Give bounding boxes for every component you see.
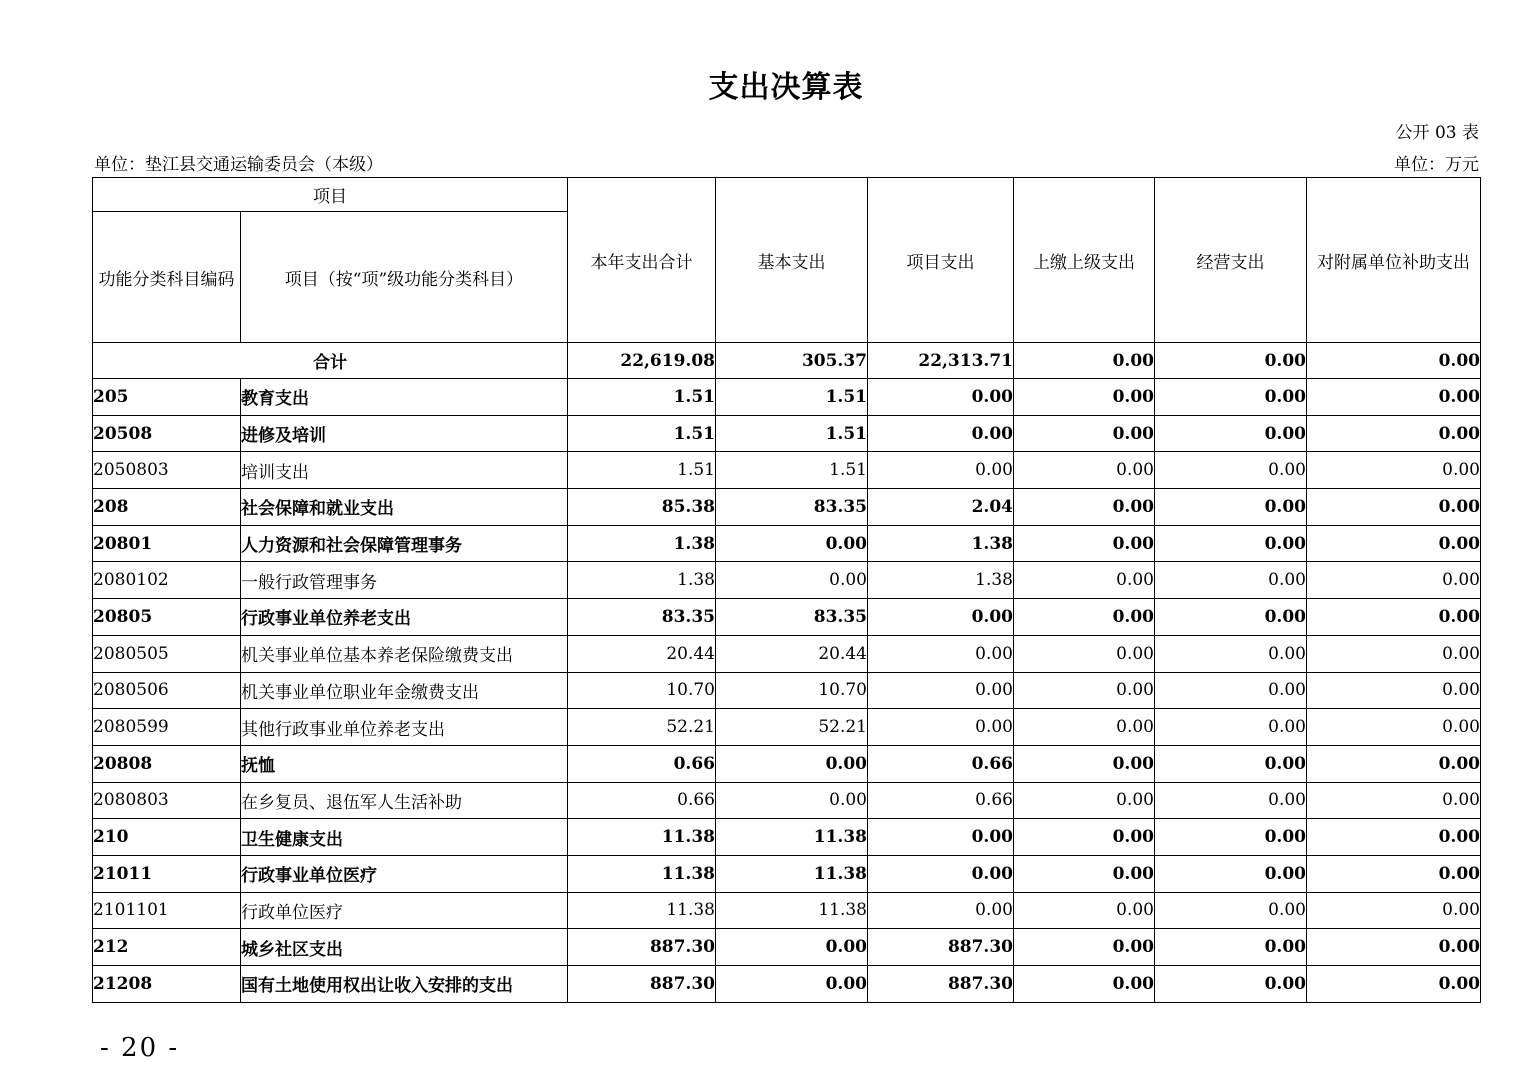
cell-subsidy: 0.00 xyxy=(1307,929,1481,966)
cell-business: 0.00 xyxy=(1155,489,1307,526)
cell-subsidy: 0.00 xyxy=(1307,525,1481,562)
cell-upper: 0.00 xyxy=(1014,525,1155,562)
table-row xyxy=(93,745,1481,782)
table-row xyxy=(93,635,1481,672)
cell-subsidy: 0.00 xyxy=(1307,379,1481,416)
cell-item: 1.38 xyxy=(868,562,1014,599)
cell-code: 210 xyxy=(93,819,241,856)
header-name: 项目（按“项”级功能分类科目） xyxy=(241,212,568,343)
cell-upper: 0.00 xyxy=(1014,635,1155,672)
cell-total: 887.30 xyxy=(568,966,716,1003)
cell-total: 1.38 xyxy=(568,562,716,599)
header-item: 项目支出 xyxy=(868,178,1014,343)
cell-item: 887.30 xyxy=(868,966,1014,1003)
cell-basic: 83.35 xyxy=(716,489,868,526)
cell-code: 20801 xyxy=(93,525,241,562)
cell-upper: 0.00 xyxy=(1014,599,1155,636)
total-cell-basic: 305.37 xyxy=(716,343,868,379)
cell-basic: 52.21 xyxy=(716,709,868,746)
cell-total: 11.38 xyxy=(568,892,716,929)
header-total: 本年支出合计 xyxy=(568,178,716,343)
cell-code: 21011 xyxy=(93,855,241,892)
cell-code: 20508 xyxy=(93,415,241,452)
cell-subsidy: 0.00 xyxy=(1307,782,1481,819)
cell-basic: 0.00 xyxy=(716,929,868,966)
cell-code: 2080102 xyxy=(93,562,241,599)
table-row xyxy=(93,819,1481,856)
cell-total: 11.38 xyxy=(568,855,716,892)
cell-code: 2080505 xyxy=(93,635,241,672)
table-row xyxy=(93,929,1481,966)
cell-business: 0.00 xyxy=(1155,892,1307,929)
unit-organization: 单位：垫江县交通运输委员会（本级） xyxy=(94,155,383,175)
cell-name: 人力资源和社会保障管理事务 xyxy=(241,525,568,562)
cell-basic: 11.38 xyxy=(716,819,868,856)
cell-name: 城乡社区支出 xyxy=(241,929,568,966)
cell-subsidy: 0.00 xyxy=(1307,855,1481,892)
cell-business: 0.00 xyxy=(1155,855,1307,892)
cell-total: 1.51 xyxy=(568,415,716,452)
cell-upper: 0.00 xyxy=(1014,672,1155,709)
cell-basic: 83.35 xyxy=(716,599,868,636)
cell-basic: 0.00 xyxy=(716,562,868,599)
cell-total: 52.21 xyxy=(568,709,716,746)
table-row xyxy=(93,379,1481,416)
cell-total: 20.44 xyxy=(568,635,716,672)
cell-upper: 0.00 xyxy=(1014,745,1155,782)
cell-subsidy: 0.00 xyxy=(1307,452,1481,489)
cell-basic: 0.00 xyxy=(716,745,868,782)
cell-basic: 0.00 xyxy=(716,966,868,1003)
total-cell-upper: 0.00 xyxy=(1014,343,1155,379)
cell-item: 0.00 xyxy=(868,379,1014,416)
cell-basic: 0.00 xyxy=(716,525,868,562)
cell-subsidy: 0.00 xyxy=(1307,672,1481,709)
cell-subsidy: 0.00 xyxy=(1307,892,1481,929)
cell-name: 抚恤 xyxy=(241,745,568,782)
cell-name: 社会保障和就业支出 xyxy=(241,489,568,526)
cell-upper: 0.00 xyxy=(1014,929,1155,966)
table-row xyxy=(93,892,1481,929)
table-row xyxy=(93,525,1481,562)
cell-subsidy: 0.00 xyxy=(1307,966,1481,1003)
cell-subsidy: 0.00 xyxy=(1307,415,1481,452)
cell-upper: 0.00 xyxy=(1014,966,1155,1003)
cell-basic: 11.38 xyxy=(716,892,868,929)
cell-total: 1.51 xyxy=(568,452,716,489)
total-label: 合计 xyxy=(93,343,568,379)
cell-subsidy: 0.00 xyxy=(1307,562,1481,599)
cell-upper: 0.00 xyxy=(1014,892,1155,929)
cell-basic: 20.44 xyxy=(716,635,868,672)
cell-upper: 0.00 xyxy=(1014,489,1155,526)
cell-subsidy: 0.00 xyxy=(1307,635,1481,672)
cell-item: 887.30 xyxy=(868,929,1014,966)
unit-currency: 单位：万元 xyxy=(1394,155,1479,175)
cell-upper: 0.00 xyxy=(1014,855,1155,892)
cell-total: 887.30 xyxy=(568,929,716,966)
cell-code: 208 xyxy=(93,489,241,526)
cell-business: 0.00 xyxy=(1155,452,1307,489)
cell-total: 85.38 xyxy=(568,489,716,526)
cell-subsidy: 0.00 xyxy=(1307,599,1481,636)
table-code: 公开 03 表 xyxy=(1395,123,1479,143)
cell-item: 0.00 xyxy=(868,635,1014,672)
cell-code: 21208 xyxy=(93,966,241,1003)
table-row xyxy=(93,599,1481,636)
cell-basic: 11.38 xyxy=(716,855,868,892)
cell-total: 0.66 xyxy=(568,782,716,819)
cell-code: 205 xyxy=(93,379,241,416)
header-project: 项目 xyxy=(93,178,568,212)
cell-subsidy: 0.00 xyxy=(1307,709,1481,746)
table-row xyxy=(93,782,1481,819)
cell-item: 0.00 xyxy=(868,892,1014,929)
cell-code: 2050803 xyxy=(93,452,241,489)
cell-name: 国有土地使用权出让收入安排的支出 xyxy=(241,966,568,1003)
page-title: 支出决算表 xyxy=(708,70,864,105)
table-row xyxy=(93,415,1481,452)
cell-name: 其他行政事业单位养老支出 xyxy=(241,709,568,746)
table-row xyxy=(93,452,1481,489)
cell-subsidy: 0.00 xyxy=(1307,819,1481,856)
cell-item: 0.00 xyxy=(868,599,1014,636)
cell-business: 0.00 xyxy=(1155,599,1307,636)
cell-business: 0.00 xyxy=(1155,819,1307,856)
cell-code: 20805 xyxy=(93,599,241,636)
cell-total: 1.38 xyxy=(568,525,716,562)
cell-code: 212 xyxy=(93,929,241,966)
cell-total: 11.38 xyxy=(568,819,716,856)
cell-item: 0.00 xyxy=(868,819,1014,856)
table-row xyxy=(93,966,1481,1003)
cell-basic: 1.51 xyxy=(716,379,868,416)
cell-business: 0.00 xyxy=(1155,782,1307,819)
cell-item: 0.66 xyxy=(868,745,1014,782)
cell-name: 行政事业单位养老支出 xyxy=(241,599,568,636)
cell-basic: 0.00 xyxy=(716,782,868,819)
cell-upper: 0.00 xyxy=(1014,415,1155,452)
cell-code: 20808 xyxy=(93,745,241,782)
cell-business: 0.00 xyxy=(1155,635,1307,672)
table-row xyxy=(93,709,1481,746)
cell-business: 0.00 xyxy=(1155,379,1307,416)
cell-subsidy: 0.00 xyxy=(1307,489,1481,526)
total-cell-total: 22,619.08 xyxy=(568,343,716,379)
total-row xyxy=(93,343,1481,379)
cell-business: 0.00 xyxy=(1155,929,1307,966)
cell-code: 2080599 xyxy=(93,709,241,746)
cell-name: 机关事业单位职业年金缴费支出 xyxy=(241,672,568,709)
cell-name: 培训支出 xyxy=(241,452,568,489)
cell-business: 0.00 xyxy=(1155,966,1307,1003)
cell-code: 2080803 xyxy=(93,782,241,819)
total-cell-business: 0.00 xyxy=(1155,343,1307,379)
cell-name: 一般行政管理事务 xyxy=(241,562,568,599)
page-number: - 20 - xyxy=(100,1033,180,1063)
cell-item: 0.00 xyxy=(868,415,1014,452)
cell-total: 83.35 xyxy=(568,599,716,636)
cell-name: 进修及培训 xyxy=(241,415,568,452)
cell-name: 在乡复员、退伍军人生活补助 xyxy=(241,782,568,819)
cell-name: 行政事业单位医疗 xyxy=(241,855,568,892)
cell-total: 10.70 xyxy=(568,672,716,709)
table-row xyxy=(93,855,1481,892)
cell-business: 0.00 xyxy=(1155,415,1307,452)
cell-subsidy: 0.00 xyxy=(1307,745,1481,782)
cell-item: 0.00 xyxy=(868,855,1014,892)
cell-business: 0.00 xyxy=(1155,525,1307,562)
total-cell-item: 22,313.71 xyxy=(868,343,1014,379)
table-row xyxy=(93,562,1481,599)
cell-item: 0.00 xyxy=(868,452,1014,489)
cell-upper: 0.00 xyxy=(1014,819,1155,856)
table-row xyxy=(93,489,1481,526)
cell-item: 1.38 xyxy=(868,525,1014,562)
header-basic: 基本支出 xyxy=(716,178,868,343)
cell-code: 2101101 xyxy=(93,892,241,929)
total-cell-subsidy: 0.00 xyxy=(1307,343,1481,379)
cell-business: 0.00 xyxy=(1155,745,1307,782)
cell-business: 0.00 xyxy=(1155,562,1307,599)
cell-basic: 10.70 xyxy=(716,672,868,709)
cell-total: 0.66 xyxy=(568,745,716,782)
cell-name: 行政单位医疗 xyxy=(241,892,568,929)
cell-upper: 0.00 xyxy=(1014,782,1155,819)
cell-upper: 0.00 xyxy=(1014,379,1155,416)
cell-business: 0.00 xyxy=(1155,672,1307,709)
cell-code: 2080506 xyxy=(93,672,241,709)
cell-upper: 0.00 xyxy=(1014,562,1155,599)
cell-basic: 1.51 xyxy=(716,415,868,452)
cell-item: 0.00 xyxy=(868,709,1014,746)
cell-basic: 1.51 xyxy=(716,452,868,489)
cell-upper: 0.00 xyxy=(1014,709,1155,746)
cell-upper: 0.00 xyxy=(1014,452,1155,489)
cell-name: 机关事业单位基本养老保险缴费支出 xyxy=(241,635,568,672)
cell-item: 0.66 xyxy=(868,782,1014,819)
header-code: 功能分类科目编码 xyxy=(93,212,241,343)
cell-total: 1.51 xyxy=(568,379,716,416)
cell-item: 2.04 xyxy=(868,489,1014,526)
cell-name: 卫生健康支出 xyxy=(241,819,568,856)
table-row xyxy=(93,672,1481,709)
header-upper: 上缴上级支出 xyxy=(1014,178,1155,343)
header-subsidy: 对附属单位补助支出 xyxy=(1307,178,1481,343)
cell-name: 教育支出 xyxy=(241,379,568,416)
header-business: 经营支出 xyxy=(1155,178,1307,343)
cell-business: 0.00 xyxy=(1155,709,1307,746)
cell-item: 0.00 xyxy=(868,672,1014,709)
expenditure-table xyxy=(92,177,1481,1003)
